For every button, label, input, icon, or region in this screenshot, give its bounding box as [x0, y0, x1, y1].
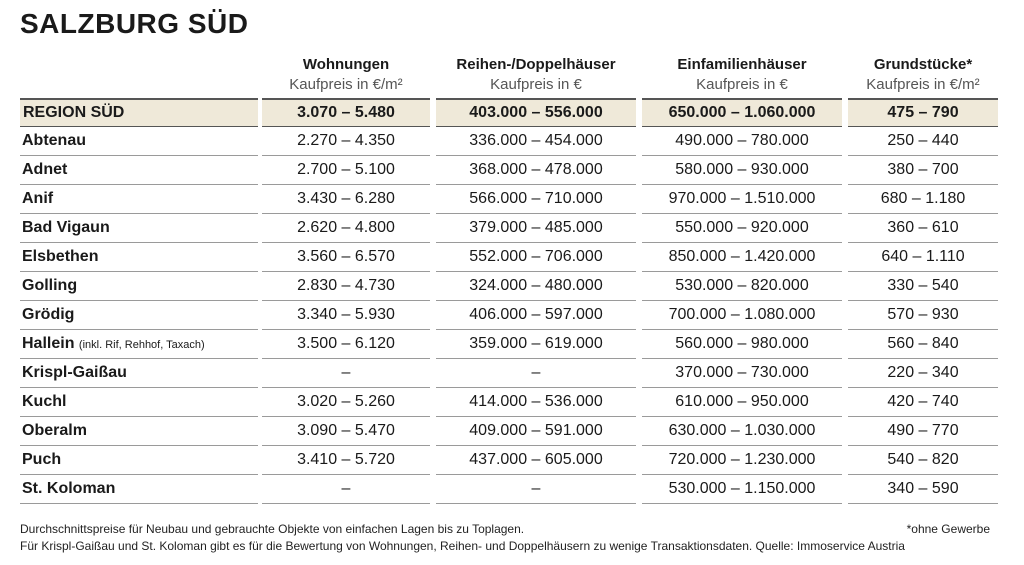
municipality-name: Hallein [22, 335, 75, 352]
footnote [20, 521, 990, 555]
price-cell: 2.620 – 4.800 [262, 214, 430, 243]
table-row [20, 417, 1004, 446]
price-cell: 3.410 – 5.720 [262, 446, 430, 475]
price-cell: 560.000 – 980.000 [642, 330, 842, 359]
price-cell: 610.000 – 950.000 [642, 388, 842, 417]
price-cell: 3.500 – 6.120 [262, 330, 430, 359]
price-cell: 406.000 – 597.000 [436, 301, 636, 330]
municipality-name: Bad Vigaun [22, 219, 110, 236]
price-cell: 220 – 340 [848, 359, 998, 388]
municipality-name: Kuchl [22, 393, 67, 410]
region-row [20, 98, 1004, 127]
row-label [20, 185, 258, 214]
price-cell: 560 – 840 [848, 330, 998, 359]
row-label [20, 417, 258, 446]
price-cell: 570 – 930 [848, 301, 998, 330]
page-title: SALZBURG SÜD [20, 8, 249, 39]
header-col-4-unit: Kaufpreis in €/m² [866, 76, 980, 93]
price-cell: 552.000 – 706.000 [436, 243, 636, 272]
header-col-1-name: Wohnungen [302, 56, 390, 73]
price-cell: 566.000 – 710.000 [436, 185, 636, 214]
price-cell: 2.700 – 5.100 [262, 156, 430, 185]
row-label [20, 214, 258, 243]
price-cell: 250 – 440 [848, 127, 998, 156]
municipality-name: Adnet [22, 161, 68, 178]
price-cell: 580.000 – 930.000 [642, 156, 842, 185]
price-cell: 640 – 1.110 [848, 243, 998, 272]
row-label [20, 330, 258, 359]
price-cell: 437.000 – 605.000 [436, 446, 636, 475]
header-col-2-unit: Kaufpreis in € [490, 76, 582, 93]
table-row [20, 185, 1004, 214]
table-body [20, 127, 1004, 504]
table-row [20, 243, 1004, 272]
price-cell: 379.000 – 485.000 [436, 214, 636, 243]
row-label [20, 156, 258, 185]
table-row [20, 388, 1004, 417]
price-cell: 409.000 – 591.000 [436, 417, 636, 446]
row-label [20, 446, 258, 475]
row-label [20, 243, 258, 272]
table-row [20, 475, 1004, 504]
price-cell: 3.020 – 5.260 [262, 388, 430, 417]
price-cell: 2.270 – 4.350 [262, 127, 430, 156]
header-col-2-name: Reihen-/Doppelhäuser [456, 56, 616, 73]
price-cell: 380 – 700 [848, 156, 998, 185]
region-name: REGION SÜD [20, 98, 258, 127]
municipality-name: Puch [22, 451, 62, 468]
table-header [20, 52, 1004, 98]
header-col-4 [848, 52, 998, 98]
price-cell: 340 – 590 [848, 475, 998, 504]
price-cell: 530.000 – 820.000 [642, 272, 842, 301]
header-spacer [20, 52, 258, 98]
price-cell: 370.000 – 730.000 [642, 359, 842, 388]
row-label [20, 359, 258, 388]
price-cell: 700.000 – 1.080.000 [642, 301, 842, 330]
price-cell: 324.000 – 480.000 [436, 272, 636, 301]
table-row [20, 272, 1004, 301]
price-cell: 540 – 820 [848, 446, 998, 475]
region-value-2: 403.000 – 556.000 [436, 98, 636, 127]
region-value-3: 650.000 – 1.060.000 [642, 98, 842, 127]
price-cell: 3.340 – 5.930 [262, 301, 430, 330]
header-col-4-name: Grundstücke* [873, 56, 973, 73]
price-cell: 2.830 – 4.730 [262, 272, 430, 301]
table-row [20, 156, 1004, 185]
footnote-line-1: Durchschnittspreise für Neubau und gebrauchte Objekte von einfachen Lagen bis zu Toplagen. [20, 522, 525, 536]
row-label [20, 475, 258, 504]
price-cell: 490.000 – 780.000 [642, 127, 842, 156]
price-cell: 970.000 – 1.510.000 [642, 185, 842, 214]
header-col-1-unit: Kaufpreis in €/m² [289, 76, 403, 93]
price-cell: 336.000 – 454.000 [436, 127, 636, 156]
municipality-note: (inkl. Rif, Rehhof, Taxach) [78, 339, 205, 351]
header-col-1 [262, 52, 430, 98]
price-cell: 414.000 – 536.000 [436, 388, 636, 417]
row-label [20, 301, 258, 330]
table-row [20, 214, 1004, 243]
price-cell: 720.000 – 1.230.000 [642, 446, 842, 475]
price-cell: 3.090 – 5.470 [262, 417, 430, 446]
municipality-name: Grödig [22, 306, 75, 323]
municipality-name: Elsbethen [22, 248, 99, 265]
price-cell: 359.000 – 619.000 [436, 330, 636, 359]
table-row [20, 330, 1004, 359]
table-row [20, 127, 1004, 156]
price-cell: 360 – 610 [848, 214, 998, 243]
row-label [20, 272, 258, 301]
price-cell: – [262, 475, 430, 504]
price-cell: 850.000 – 1.420.000 [642, 243, 842, 272]
header-col-3-name: Einfamilienhäuser [677, 56, 807, 73]
price-cell: 680 – 1.180 [848, 185, 998, 214]
table-row [20, 446, 1004, 475]
price-cell: 490 – 770 [848, 417, 998, 446]
price-cell: – [436, 475, 636, 504]
municipality-name: Golling [22, 277, 78, 294]
municipality-name: Oberalm [22, 422, 87, 439]
price-cell: 530.000 – 1.150.000 [642, 475, 842, 504]
region-value-1: 3.070 – 5.480 [262, 98, 430, 127]
price-cell: 330 – 540 [848, 272, 998, 301]
header-col-3-unit: Kaufpreis in € [696, 76, 788, 93]
price-cell: – [262, 359, 430, 388]
price-cell: – [436, 359, 636, 388]
table-row [20, 359, 1004, 388]
footnote-line-2: Für Krispl-Gaißau und St. Koloman gibt es für die Bewertung von Wohnungen, Reihen- und Doppelhäusern zu wenige Transaktionsdaten. Quelle: Immoservice Austria [20, 539, 905, 553]
price-cell: 420 – 740 [848, 388, 998, 417]
municipality-name: Anif [22, 190, 54, 207]
price-cell: 630.000 – 1.030.000 [642, 417, 842, 446]
table-row [20, 301, 1004, 330]
row-label [20, 388, 258, 417]
price-cell: 550.000 – 920.000 [642, 214, 842, 243]
price-table [20, 52, 1004, 504]
header-col-2 [436, 52, 636, 98]
region-value-4: 475 – 790 [848, 98, 998, 127]
municipality-name: Abtenau [22, 132, 86, 149]
price-cell: 368.000 – 478.000 [436, 156, 636, 185]
row-label [20, 127, 258, 156]
header-col-3 [642, 52, 842, 98]
price-cell: 3.560 – 6.570 [262, 243, 430, 272]
footnote-asterisk: *ohne Gewerbe [906, 522, 990, 536]
municipality-name: Krispl-Gaißau [22, 364, 127, 381]
municipality-name: St. Koloman [22, 480, 116, 497]
price-cell: 3.430 – 6.280 [262, 185, 430, 214]
